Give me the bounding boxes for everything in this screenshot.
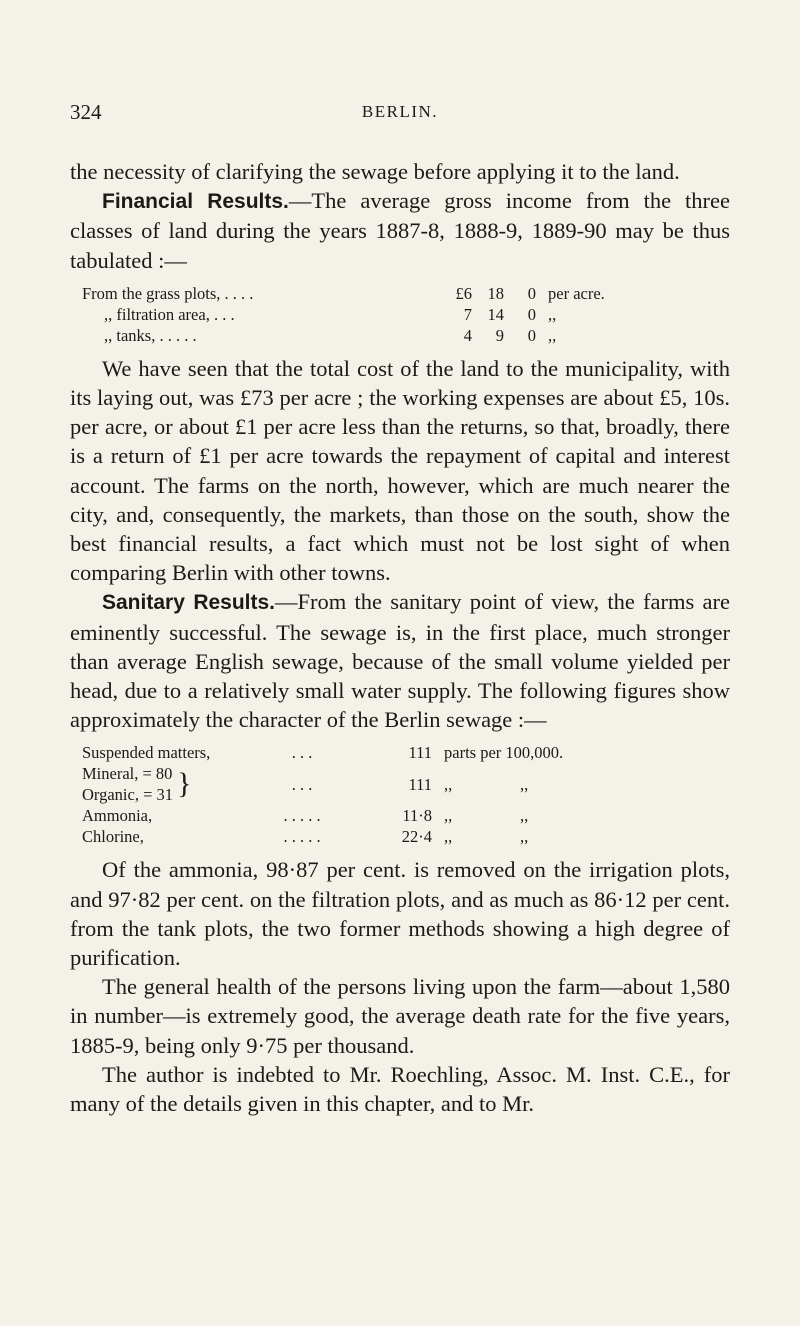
sewage-label: Chlorine, [82,827,144,847]
income-table [82,283,662,346]
page-body [70,157,730,1118]
mineral-label: Mineral, = 80 [82,764,173,784]
paragraph-acknowledgement: The author is indebted to Mr. Roechling, Assoc. M. Inst. C.E., for many of the details given in this chapter, and to Mr. [70,1061,730,1117]
leader-dots: . . . [209,304,235,324]
sewage-unit: ,, [520,774,529,794]
sewage-label: Ammonia, [82,806,153,826]
leader-dots: . . . . . [283,827,321,847]
table-row [82,826,722,847]
sewage-unit: ,, [520,806,529,826]
sewage-value: 22·4 [401,827,432,847]
income-pounds: 4 [463,325,472,345]
table-row [82,805,722,826]
leader-dots: . . . . [220,283,254,303]
income-pounds: £6 [455,283,472,303]
table-row [82,325,662,346]
organic-label: Organic, = 31 [82,785,174,805]
sewage-unit: ,, [444,827,453,847]
sanitary-results-heading: Sanitary Results. [102,591,276,615]
leader-dots: . . . . . [283,806,321,826]
income-shillings: 14 [487,304,504,324]
income-label: ,, tanks, [104,325,156,345]
page-header [70,100,730,130]
income-pence: 0 [527,304,536,324]
table-row [82,283,662,304]
paragraph-continuation: the necessity of clarifying the sewage before applying it to the land. [70,159,680,184]
paragraph-financial [70,186,730,275]
leader-dots: . . . . . [155,325,197,345]
table-row [82,304,662,325]
income-unit: per acre. [548,283,605,303]
paragraph-sanitary [70,587,730,734]
paragraph-ammonia: Of the ammonia, 98·87 per cent. is removed on the irrigation plots, and 97·82 per cent. on the filtration plots, and as much as 86·12 per cent. from the tank plots, the two former methods showing a high degree of purification. [70,857,730,971]
right-brace: } [177,767,192,801]
sewage-unit: ,, [520,827,529,847]
income-pence: 0 [527,325,536,345]
paragraph-health: The general health of the persons living upon the farm—about 1,580 in number—is extremely good, the average death rate for the five years, 1885-9, being only 9·75 per thousand. [70,974,730,1058]
income-shillings: 18 [487,283,504,303]
financial-results-text: —The average gross income from the three classes of land during the years 1887-8, 1888-9, 1889-90 may be thus tabulated :— [70,188,730,273]
income-label: ,, filtration area, [104,304,210,324]
income-unit: ,, [548,325,557,345]
running-title: BERLIN. [361,102,439,121]
table-row [82,763,722,805]
sanitary-results-text: —From the sanitary point of view, the farms are eminently successful. The sewage is, in the first place, much stronger than average English sewage, because of the small volume yielded per head, due to a relatively small water supply. The following figures show approximately the character of the Berlin sewage :— [70,589,730,733]
sewage-table [82,742,722,847]
page-number: 324 [70,100,102,124]
income-unit: ,, [548,304,557,324]
income-shillings: 9 [495,325,504,345]
paragraph-cost: We have seen that the total cost of the land to the municipality, with its laying out, was £73 per acre ; the working expenses are about £5, 10s. per acre, or about £1 per acre less than the returns, so that, broadly, there is a return of £1 per acre towards the repayment of capital and interest account. The farms on the north, however, which are much nearer the city, and, consequently, the markets, than those on the south, show the best financial results, a fact which must not be lost sight of when comparing Berlin with other towns. [70,355,730,586]
financial-results-heading: Financial Results. [102,190,289,214]
sewage-unit: ,, [444,806,453,826]
leader-dots: . . . [291,774,313,794]
sewage-label: Suspended matters, [82,743,211,763]
table-row [82,742,722,763]
income-pounds: 7 [463,304,472,324]
sewage-value: 11·8 [402,806,432,826]
sewage-value: 111 [408,774,432,794]
sewage-value: 111 [408,743,432,763]
income-pence: 0 [527,283,536,303]
sewage-unit: parts per 100,000. [444,743,564,763]
income-label: From the grass plots, [82,283,221,303]
leader-dots: . . . [291,743,313,763]
sewage-unit: ,, [444,774,453,794]
